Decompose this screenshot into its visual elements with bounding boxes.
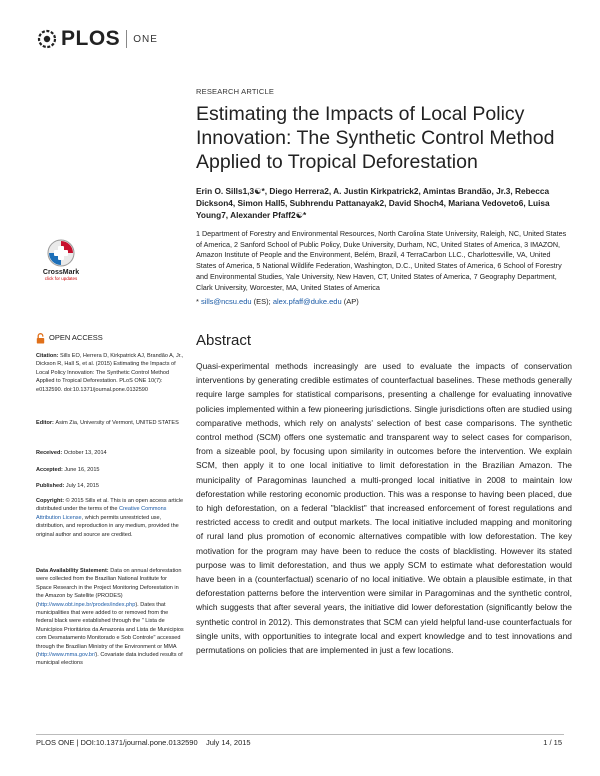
copyright-text-pre: © 2015 Sills et al. This is an open access article distributed under the terms of the [36, 498, 184, 513]
citation-label: Citation: [36, 353, 61, 359]
published-label: Published: [36, 483, 66, 489]
data-text-pre: Data on annual deforestation were collected from the Brazilian National Institute for Space Research in the Project Monitoring Deforestation in the Amazon by Satellite (PRODES) ( [36, 568, 182, 608]
editor-label: Editor: [36, 420, 56, 426]
published-date: July 14, 2015 [65, 483, 99, 489]
crossmark-icon [46, 238, 76, 268]
logo-divider [126, 30, 127, 48]
cc-license-link[interactable]: Creative Commons Attribution License [36, 506, 167, 521]
open-access-badge [36, 333, 184, 344]
author-list: Erin O. Sills1,3☯*, Diego Herrera2, A. Justin Kirkpatrick2, Amintas Brandão, Jr.3, Rebecca Dickson4, Simon Hall5, Subhrendu Pattanayak2, David Shoch4, Mariana Vedoveto6, Luisa Young7, Alexander Pfaff2☯* [196, 186, 550, 221]
mma-link[interactable]: http://www.mma.gov.br/ [37, 652, 96, 659]
received-block [36, 449, 184, 457]
copyright-block [36, 497, 184, 539]
data-text-post: ). Covariate data included results of municipal elections [36, 652, 183, 667]
crossmark-label: CrossMark [42, 269, 80, 276]
accepted-date: June 16, 2015 [64, 467, 100, 473]
editor-text: Asim Zia, University of Vermont, UNITED STATES [55, 420, 179, 426]
received-date: October 13, 2014 [63, 450, 107, 456]
correspondence-mid: (ES); [251, 297, 273, 306]
copyright-label: Copyright: [36, 498, 66, 504]
copyright-text-post: , which permits unrestricted use, distribution, and reproduction in any medium, provided the original author and source are credited. [36, 514, 179, 538]
accepted-label: Accepted: [36, 467, 65, 473]
open-access-label: OPEN ACCESS [49, 333, 103, 343]
published-block [36, 482, 184, 490]
logo-journal-text: ONE [133, 33, 158, 45]
footer-citation: PLOS ONE | DOI:10.1371/journal.pone.0132590 July 14, 2015 [36, 738, 251, 747]
editor-block [36, 419, 184, 427]
crossmark-sublabel: click for updates [44, 276, 78, 281]
crossmark-badge[interactable] [36, 238, 86, 281]
data-availability-block [36, 567, 184, 668]
accepted-block [36, 466, 184, 474]
email-link-sills[interactable]: sills@ncsu.edu [201, 297, 252, 306]
article-title: Estimating the Impacts of Local Policy Innovation: The Synthetic Control Method Applied to Tropical Deforestation [196, 103, 555, 173]
received-label: Received: [36, 450, 64, 456]
plos-mark-icon [36, 28, 58, 50]
plos-one-logo[interactable] [36, 26, 158, 52]
citation-text: Sills EO, Herrera D, Kirkpatrick AJ, Brandão A, Jr., Dickson R, Hall S, et al. (2015) Estimating the Impacts of Local Policy Innovation: The Synthetic Control Method Applied to Tropical Deforestation. PLoS ONE 10(7): e0132590. doi:10.1371/journal.pone.0132590 [36, 353, 184, 393]
page-number: 1 / 15 [543, 738, 562, 747]
prodes-link[interactable]: http://www.obt.inpe.br/prodes/index.php [37, 601, 136, 608]
citation-block [36, 352, 184, 394]
data-availability-label: Data Availability Statement: [36, 568, 111, 574]
email-link-pfaff[interactable]: alex.pfaff@duke.edu [272, 297, 342, 306]
affiliations: 1 Department of Forestry and Environmental Resources, North Carolina State University, Raleigh, NC, United States of America, 2 Sanford School of Public Policy, Duke University, Durham, NC, United States of America, 3 IMAZON, Amazon Institute of People and the Environment, Belém, Brazil, 4 TerraCarbon LLC., Charlottesville, VA, United States of America, 5 National Wildlife Federation, Washington, D.C., United States of America, 6 School of Forestry and Environmental Studies, Yale University, New Haven, CT, United States of America, 7 Geography Department, Clark University, Worcester, MA, United States of America [196, 229, 567, 292]
correspondence [196, 297, 572, 306]
logo-plos-text: PLOS [61, 27, 121, 50]
abstract-body: Quasi-experimental methods increasingly are used to evaluate the impacts of conservation interventions by generating credible estimates of counterfactual baselines. These methods generally require large samples for statistical comparisons, presenting a challenge for evaluating innovative policies implemented within a few pioneering jurisdictions. Single jurisdictions often are studied using comparative methods, which rely on analysts' selection of best case comparisons. The synthetic control method (SCM) offers one systematic and transparent way to select cases for comparison, from a sizeable pool, by focusing upon similarity in outcomes before the intervention. We explain SCM, then apply it to one local initiative to limit deforestation in the Brazilian Amazon. The municipality of Paragominas launched a multi-pronged local initiative in 2008 to maintain low deforestation while restoring economic production. This was a response to having been placed, due to high deforestation, on a federal "blacklist" that increased enforcement of forest regulations and restricted access to credit and output markets. The local initiative included mapping and monitoring of rural land plus promotion of economic alternatives compatible with low deforestation. The key motivation for the program may have been to reduce the costs of blacklisting. However its stated purpose was to limit deforestation, and thus we apply SCM to estimate what deforestation would have been in a (counterfactual) scenario of no local initiative. We obtain a plausible estimate, in that deforestation patterns before the intervention were similar in Paragominas and the synthetic control, which suggests that after several years, the initiative did lower deforestation (significantly below the synthetic control in 2012). This demonstrates that SCM can yield helpful land-use counterfactuals for single units, with opportunities to integrate local and expert knowledge and to test innovations and permutations on policies that are implemented in just a few locations. [196, 361, 572, 656]
data-text-mid: ). Dates that municipalities that were added to or removed from the federal black were established through the " Lista de Municípios Prioritários da Amazonia and Lista de Municipios com Desmatamento Monitorado e Sob Controle" accessed through the Brazilian Ministry of the Environment or MMA ( [36, 601, 184, 659]
abstract-heading: Abstract [196, 332, 252, 349]
footer-divider [36, 734, 564, 735]
correspondence-suffix: (AP) [341, 297, 359, 306]
article-type: RESEARCH ARTICLE [196, 87, 275, 96]
open-lock-icon [36, 333, 45, 344]
correspondence-prefix: * [196, 297, 202, 306]
